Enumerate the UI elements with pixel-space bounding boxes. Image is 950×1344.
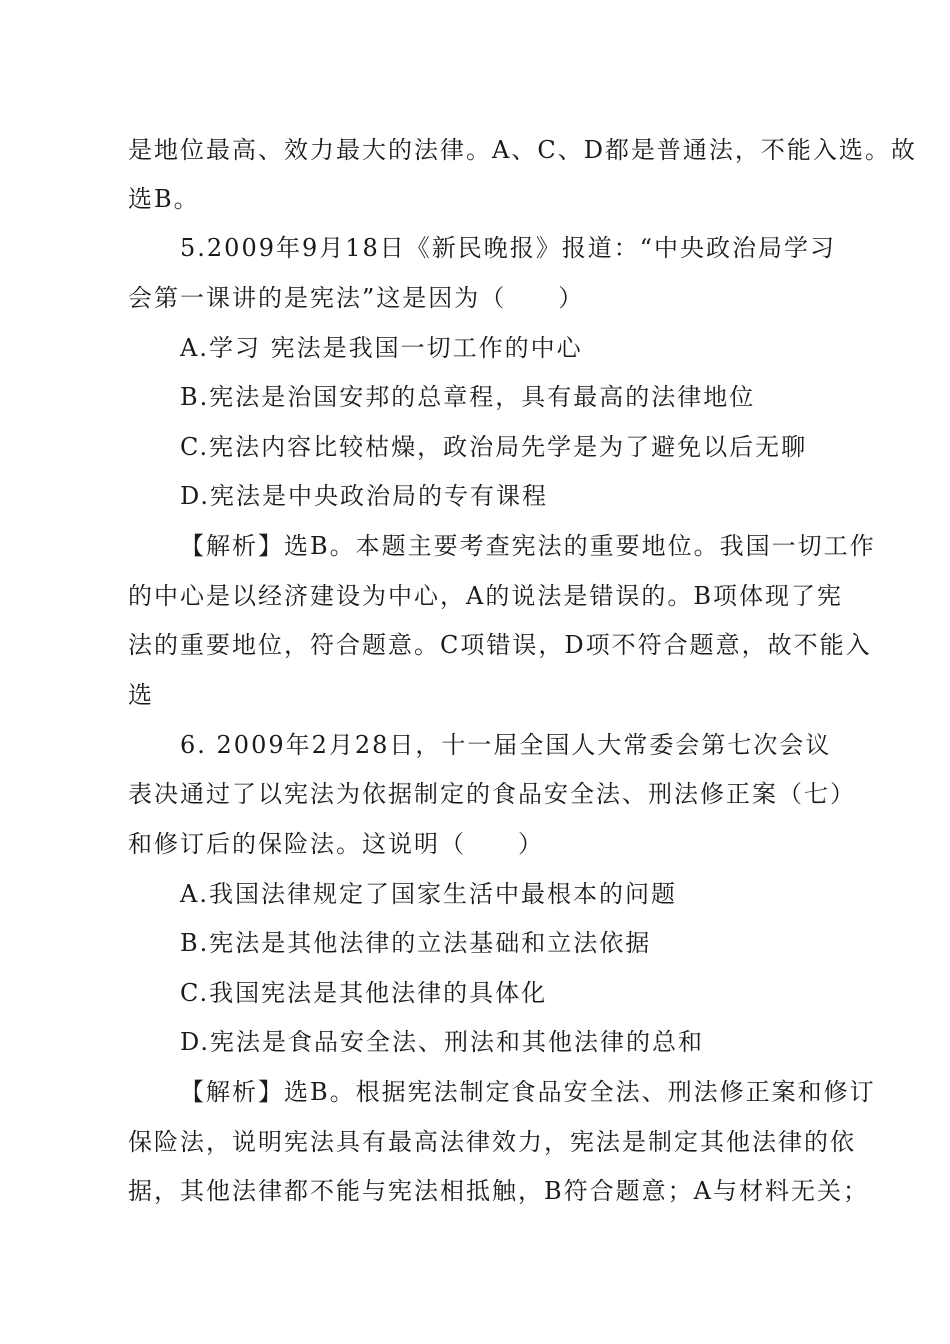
question-5-option-d: D.宪法是中央政治局的专有课程 (180, 482, 549, 510)
question-5-analysis-cont: 选 (128, 681, 154, 709)
question-5-stem: 5.2009年9月18日《新民晚报》报道：“中央政治局学习 (180, 234, 837, 262)
text-line: 是地位最高、效力最大的法律。A、C、D都是普通法，不能入选。故 (128, 136, 917, 164)
question-6-option-a: A.我国法律规定了国家生活中最根本的问题 (180, 880, 677, 908)
question-6-option-d: D.宪法是食品安全法、刑法和其他法律的总和 (180, 1028, 705, 1056)
question-6-stem: 6. 2009年2月28日，十一届全国人大常委会第七次会议 (180, 731, 832, 759)
question-6-stem-cont: 和修订后的保险法。这说明（ ） (128, 830, 544, 858)
question-5-stem-cont: 会第一课讲的是宪法”这是因为（ ） (128, 284, 585, 312)
question-5-analysis: 【解析】选B。本题主要考查宪法的重要地位。我国一切工作 (180, 532, 876, 560)
question-5-option-c: C.宪法内容比较枯燥，政治局先学是为了避免以后无聊 (180, 433, 808, 461)
text-line: 选B。 (128, 185, 200, 213)
question-6-stem-cont: 表决通过了以宪法为依据制定的食品安全法、刑法修正案（七） (128, 780, 856, 808)
question-5-option-b: B.宪法是治国安邦的总章程，具有最高的法律地位 (180, 383, 756, 411)
question-6-option-b: B.宪法是其他法律的立法基础和立法依据 (180, 929, 652, 957)
question-6-analysis-cont: 据，其他法律都不能与宪法相抵触，B符合题意；A与材料无关； (128, 1177, 869, 1205)
question-6-option-c: C.我国宪法是其他法律的具体化 (180, 979, 548, 1007)
question-5-option-a: A.学习 宪法是我国一切工作的中心 (180, 334, 583, 362)
question-6-analysis: 【解析】选B。根据宪法制定食品安全法、刑法修正案和修订 (180, 1078, 876, 1106)
question-6-analysis-cont: 保险法，说明宪法具有最高法律效力，宪法是制定其他法律的依 (128, 1128, 856, 1156)
question-5-analysis-cont: 的中心是以经济建设为中心，A的说法是错误的。B项体现了宪 (128, 582, 843, 610)
question-5-analysis-cont: 法的重要地位，符合题意。C项错误，D项不符合题意，故不能入 (128, 631, 872, 659)
